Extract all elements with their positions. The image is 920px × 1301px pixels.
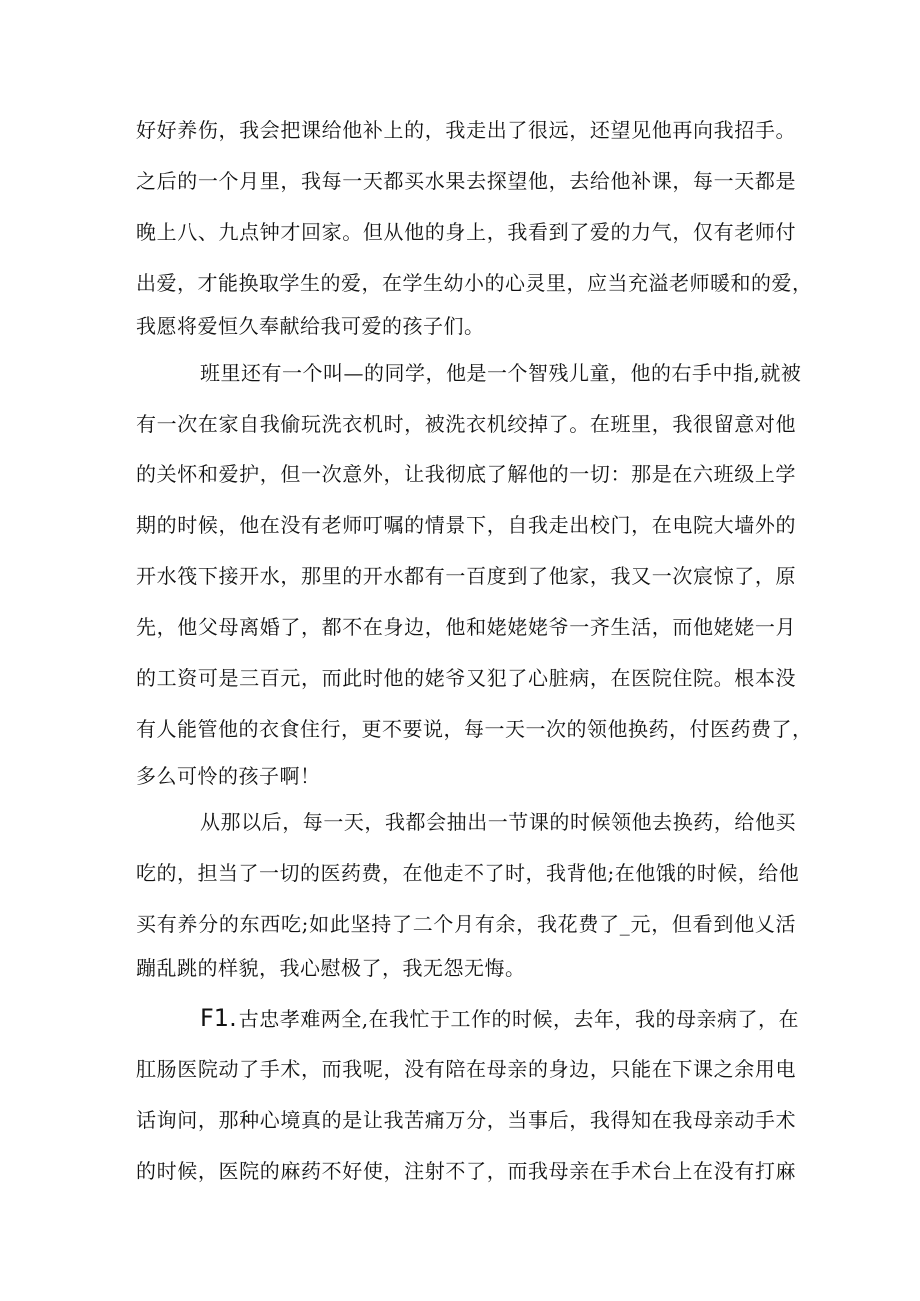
text-line: 有一次在家自我偷玩洗衣机时，被洗衣机绞掉了。在班里，我很留意对他 — [136, 412, 796, 436]
text-line: 先，他父母离婚了，都不在身边，他和姥姥姥爷一齐生活，而他姥姥一月 — [136, 615, 796, 639]
text-line: 吃的，担当了一切的医药费，在他走不了时，我背他;在他饿的时候，给他 — [136, 861, 800, 885]
text-line: 之后的一个月里，我每一天都买水果去探望他，去给他补课，每一天都是 — [136, 169, 796, 193]
paragraph-first-line: 班里还有一个叫—的同学，他是一个智残儿童，他的右手中指,就被 — [200, 361, 802, 385]
text-line: 晚上八、九点钟才回家。但从他的身上，我看到了爱的力气，仅有老师付 — [136, 220, 796, 244]
text-line: 我愿将爱恒久奉献给我可爱的孩子们。 — [136, 314, 485, 338]
text-line: 开水筏下接开水，那里的开水都有一百度到了他家，我又一次宸惊了，原 — [136, 564, 796, 588]
text-line: 有人能管他的衣食住行，更不要说，每一天一次的领他换药，付医药费了， — [136, 717, 813, 741]
paragraph-first-line — [200, 998, 800, 1038]
text-line: 话询问，那种心境真的是让我苦痛万分，当事后，我得知在我母亲动手术 — [136, 1108, 796, 1132]
text-line: 好好养伤，我会把课给他补上的，我走出了很远，还望见他再向我招手。 — [136, 118, 796, 142]
paragraph-number: F1. — [200, 1004, 237, 1032]
text-line: 蹦乱跳的样貌，我心慰极了，我无怨无悔。 — [136, 956, 526, 980]
text-line: 期的时候，他在没有老师叮嘱的情景下，自我走出校门，在电院大墙外的 — [136, 513, 796, 537]
text-line: 肛肠医院动了手术，而我呢，没有陪在母亲的身边，只能在下课之余用电 — [136, 1057, 796, 1081]
text-line: 的时候，医院的麻药不好使，注射不了，而我母亲在手术台上在没有打麻 — [136, 1159, 796, 1183]
paragraph-text: 古忠孝难两全,在我忙于工作的时候，去年，我的母亲病了，在 — [238, 1007, 800, 1031]
text-line: 多么可怜的孩子啊！ — [136, 764, 321, 788]
paragraph-first-line: 从那以后，每一天，我都会抽出一节课的时候领他去换药，给他买 — [200, 810, 796, 834]
text-line: 的关怀和爱护，但一次意外，让我彻底了解他的一切：那是在六班级上学 — [136, 462, 796, 486]
text-line: 买有养分的东西吃;如此坚持了二个月有余，我花费了_元，但看到他乂活 — [136, 912, 796, 936]
text-line: 的工资可是三百元，而此时他的姥爷又犯了心脏病，在医院住院。根本没 — [136, 666, 796, 690]
text-line: 出爱，才能换取学生的爱，在学生幼小的心灵里，应当充溢老师暖和的爱， — [136, 271, 813, 295]
